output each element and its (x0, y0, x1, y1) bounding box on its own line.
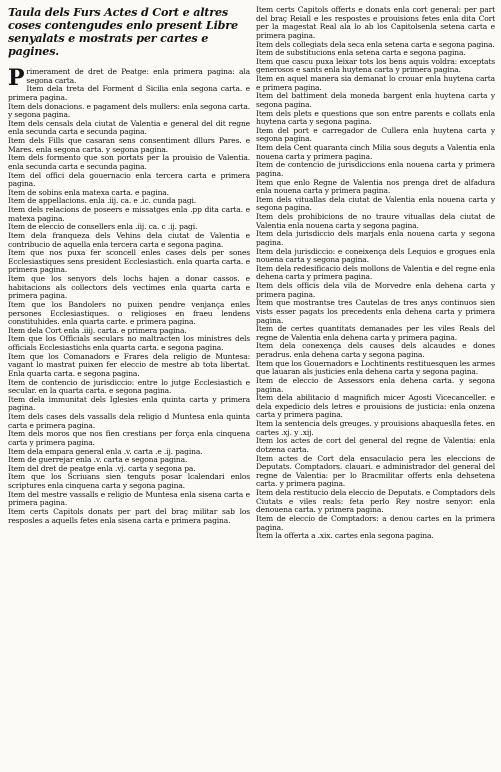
index-entry-text: Item la sentencia dels greuges. y prouisions abaqueslla fetes. en cartes .xj. y .xij. (256, 419, 495, 437)
index-entry-text: Item dela jurisdiccio: e coneixença dels Lequios e grogues enla nouena carta y segona pagina. (256, 246, 495, 265)
index-entry (8, 379, 250, 396)
index-entry-text: Item dela restitucio dela eleccio de Deputats. e Comptadors dels Ciutats e viles reals: feta perlo Rey nostre senyor: enla denouena carta. y primera pagina. (256, 488, 495, 515)
index-entry-text: Item de eleccio de Assessors enla dehena carta. y segona pagina. (256, 375, 495, 394)
index-entry (8, 353, 250, 379)
index-entry-text: Item dela empara general enla .v. carta .e .ij. pagina. (8, 446, 203, 456)
index-entry-text: Item que los senyors dels lochs hajen a donar cassos. e habitacions als collectors dels vectimes enla quarta carta e primera pagina. (8, 274, 250, 301)
index-entry-text: Item dela abilitacio d magnifich micer Agosti Vicecanceller. e dela expedicio dels letres e prouisions de justicia: enla onzena carta y primera pagina. (256, 393, 495, 420)
index-entry (8, 508, 250, 525)
index-entry-text: Item que enlo Regne de Valentia nos prenga dret de alfadura enla nouena carta y primera pagina. (256, 177, 495, 196)
right-entry-list (256, 6, 495, 541)
drop-cap-initial: P (8, 65, 25, 91)
index-entry-text: Item dels officis dela vila de Morvedre enla dehena carta y primera pagina. (256, 281, 495, 299)
index-entry-text: Item dels formento que son portats per la prouisio de Valentia. enla secunda carta e secunda pagina. (8, 153, 250, 171)
index-entry-text: Item que mostrantse tres Cautelas de tres anys continuos sien vists esser pagats los precedents enla dehena carta y primera pagina. (256, 298, 495, 325)
index-entry-text: Item dela Cent quaranta cinch Milia sous deguts a Valentia enla nouena carta y primera pagina. (256, 143, 495, 161)
index-entry-text: Item de contencio de jurisdiccio: entre lo jutge Ecclesiastich e secular. en la quarta carta. e segona pagina. (8, 377, 250, 396)
index-entry-text: Item en aquel manera sia demanat lo crouar enla huytena carta e primera pagina. (256, 74, 495, 92)
index-entry (256, 248, 495, 265)
index-entry (8, 396, 250, 413)
index-entry (256, 213, 495, 230)
index-entry-text: Item de appellacions. enla .iij. ca. e .ic. cunda pagi. (8, 196, 197, 206)
index-entry-text: Item que los Scriuans sien tenguts posar lcalendari enlos scriptures enla cinquena carta y segona pagina. (8, 472, 250, 490)
index-entry (256, 196, 495, 213)
index-entry (256, 342, 495, 359)
index-entry (256, 515, 495, 532)
index-entry (8, 301, 250, 327)
index-entry-text: Item de substitucions enla setena carta e segona pagina. (256, 48, 466, 58)
index-entry (8, 275, 250, 301)
index-entry (8, 154, 250, 171)
index-entry (8, 249, 250, 275)
index-entry (8, 85, 250, 102)
index-entry (256, 6, 495, 41)
index-entry (256, 230, 495, 247)
index-entry-text: Item dels plets e questions que son entre parents e collats enla huytena carta y segona pagina. (256, 108, 495, 127)
index-entry-text: Item del mestre vassalls e religio de Muntesa enla sisena carta e primera pagina. (8, 489, 250, 508)
index-entry (256, 144, 495, 161)
index-entry-text: Item certs Capitols offerts e donats enla cort general: per part del braç Reiall e les respostes e prouisions fetes enla dita Cort per la magestat Real ala lo ab los Capitolsenla setena carta e primera pagina. (256, 6, 495, 40)
index-entry-text: rimerament de dret de Peatge: enla primera pagina: ala segona carta. (26, 67, 250, 85)
index-entry (8, 430, 250, 447)
index-entry-text: Item dels relacions de poseers e missatges enla .pp dita carta. e matexa pagina. (8, 205, 250, 223)
index-entry-text: Item dela treta del Forment d Sicilia enla segona carta. e primera pagina. (8, 84, 250, 102)
right-column (256, 6, 495, 768)
index-entry-text: Item dels vituallas dela ciutat de Valentia enla nouena carta y segona pagina. (256, 194, 495, 213)
index-entry (256, 161, 495, 178)
index-entry-text: Item de guerrejar enla .v. carta e segona pagina. (8, 455, 188, 465)
index-entry (8, 473, 250, 490)
index-entry-text: Item que nos puxa fer sconcell enles cases dels per sones Ecclesiastiques sens president Ecclesiastich. enla quarta carta. e primera pagina. (8, 248, 250, 275)
index-entry-text: Item certs Capitols donats per part del braç militar sab los resposles a aquells fetes enla sisena carta e primera pagina. (8, 506, 250, 525)
index-entry (256, 127, 495, 144)
index-entry (8, 232, 250, 249)
index-entry (256, 437, 495, 454)
index-entry-text: Item dela jurisdiccio dels marjals enla nouena carta y segona pagina. (256, 229, 495, 247)
index-entry-text: Item del dret de peatge enla .vj. carta y segona pa. (8, 463, 196, 473)
index-entry (8, 103, 250, 120)
index-entry-text: Item la offerta a .xix. cartes enla segona pagina. (256, 531, 434, 541)
index-entry (256, 360, 495, 377)
index-entry-text: Item dela immunitat dels Iglesies enla quinta carta y primera pagina. (8, 394, 250, 413)
document-title: Taula dels Furs Actes d Cort e altres coses contengudes enlo present Libre senyalats e mostrats per cartes e pagines. (8, 6, 238, 58)
index-entry-text: Item del port e carregador de Cullera enla huytena carta y segona pagina. (256, 125, 495, 144)
index-entry (256, 179, 495, 196)
index-entry (8, 413, 250, 430)
index-entry (256, 532, 495, 541)
index-entry-text: Item dels Fills que casaran sens consentiment dllurs Pares. e Mares. enla segona carta. y segona pagina. (8, 136, 250, 154)
index-entry (256, 110, 495, 127)
index-entry-text: Item del offici dela gouernacio enla tercera carta e primera pagina. (8, 170, 250, 189)
index-entry (8, 491, 250, 508)
index-entry-text: Item dels censals dela ciutat de Valentia e general del dit regne enla secunda carta e secunda pagina. (8, 118, 250, 137)
index-entry (256, 455, 495, 490)
index-entry-text: Item dela redesificacio dels mollons de Valentia e del regne enla dehena carta y primera pagina. (256, 263, 495, 282)
index-entry-text: Item actes de Cort dela ensaculacio pera les eleccions de Deputats. Comptadors. clauari. e administrador del general del regne de Valentia: per lo Bracmilitar offerts enla dehsetena carta. y primera pagina. (256, 453, 495, 489)
index-entry-text: Item dels prohibicions de no traure vituallas dela ciutat de Valentia enla nouena carta y segona pagina. (256, 212, 495, 230)
index-entry (256, 394, 495, 420)
index-entry-text: Item del battiment dela moneda bargent enla huytena carta y segona pagina. (256, 91, 495, 109)
index-entry-text: Item dels donacions. e pagament dels mullers: enla segona carta. y segona pagina. (8, 101, 250, 120)
index-entry (8, 120, 250, 137)
left-column (8, 6, 250, 768)
index-entry (256, 325, 495, 342)
index-entry-text: Item los actes de cort del general del regne de Valentia: enla dotzena carta. (256, 436, 495, 454)
index-entry (256, 377, 495, 394)
index-entry-text: Item dela franqueza dels Vehins dela ciutat de Valentia e contribucio de aquella enla tercera carta e segona pagina. (8, 230, 250, 249)
index-entry (256, 489, 495, 515)
index-entry (256, 75, 495, 92)
index-entry (256, 265, 495, 282)
index-entry-text: Item dela Cort enla .iiij. carta. e primera pagina. (8, 325, 187, 335)
index-entry (8, 172, 250, 189)
index-entry-text: Item de sobins enla matexa carta. e pagina. (8, 187, 169, 197)
index-entry-text: Item de eleccio de consellers enla .iij. ca. c .ij. pagi. (8, 222, 198, 232)
index-entry (256, 420, 495, 437)
index-entry (8, 206, 250, 223)
index-entry-text: Item que cascu puxa leixar tots los bens aquis voldra: exceptats generosos e sants enla huytena carta y primera pagina. (256, 56, 495, 75)
index-entry-text: Item dels cases dels vassalls dela religio d Muntesa enla quinta carta e primera pagina. (8, 412, 250, 430)
index-entry-text: Item que los Gouernadors e Lochtinents restituesquen les armes que lauaran als justicies enla dehena carta y segona pagina. (256, 358, 495, 377)
index-entry (8, 65, 250, 91)
left-entry-list (8, 65, 250, 525)
index-entry-text: Item que los Comanadors e Frares dela religio de Muntesa: vagant lo mastrat puixen fer eleccio de mestre ab tota libertat. Enla quarta carta. e segona pagina. (8, 351, 250, 378)
index-entry-text: Item que los Bandolers no puixen pendre venjança enles persones Ecclesiastiques. o religioses en fraeu lendens constituhides. enla quarta carte. e primera pagina. (8, 299, 250, 327)
index-entry (8, 137, 250, 154)
index-entry-text: Item de eleccio de Comptadors: a denou cartes en la primera pagina. (256, 513, 495, 532)
index-entry (256, 282, 495, 299)
index-entry (8, 335, 250, 352)
index-entry-text: Item dela conexença dels causes dels alcaudes e dones peradrus. enla dehena carta y segona pagina. (256, 341, 495, 359)
index-entry-text: Item dels moros que nos fien crestians per força enla cinquena carta y primera pagina. (8, 429, 250, 447)
index-entry-text: Item que los Officials seculars no maltracten los ministres dels officials Ecclesiastichs enla quarta carta. e segona pagina. (8, 334, 250, 352)
index-entry (256, 58, 495, 75)
index-entry-text: Item de contencio de jurisdiccions enla nouena carta y primera pagina. (256, 160, 495, 178)
index-entry-text: Item dels collegiats dela seca enla setena carta e segona pagina. (256, 39, 495, 49)
index-entry (256, 299, 495, 325)
index-entry-text: Item de certes quantitats demanades per les viles Reals del regne de Valentia enla dehena carta y primera pagina. (256, 324, 495, 342)
index-entry (256, 92, 495, 109)
